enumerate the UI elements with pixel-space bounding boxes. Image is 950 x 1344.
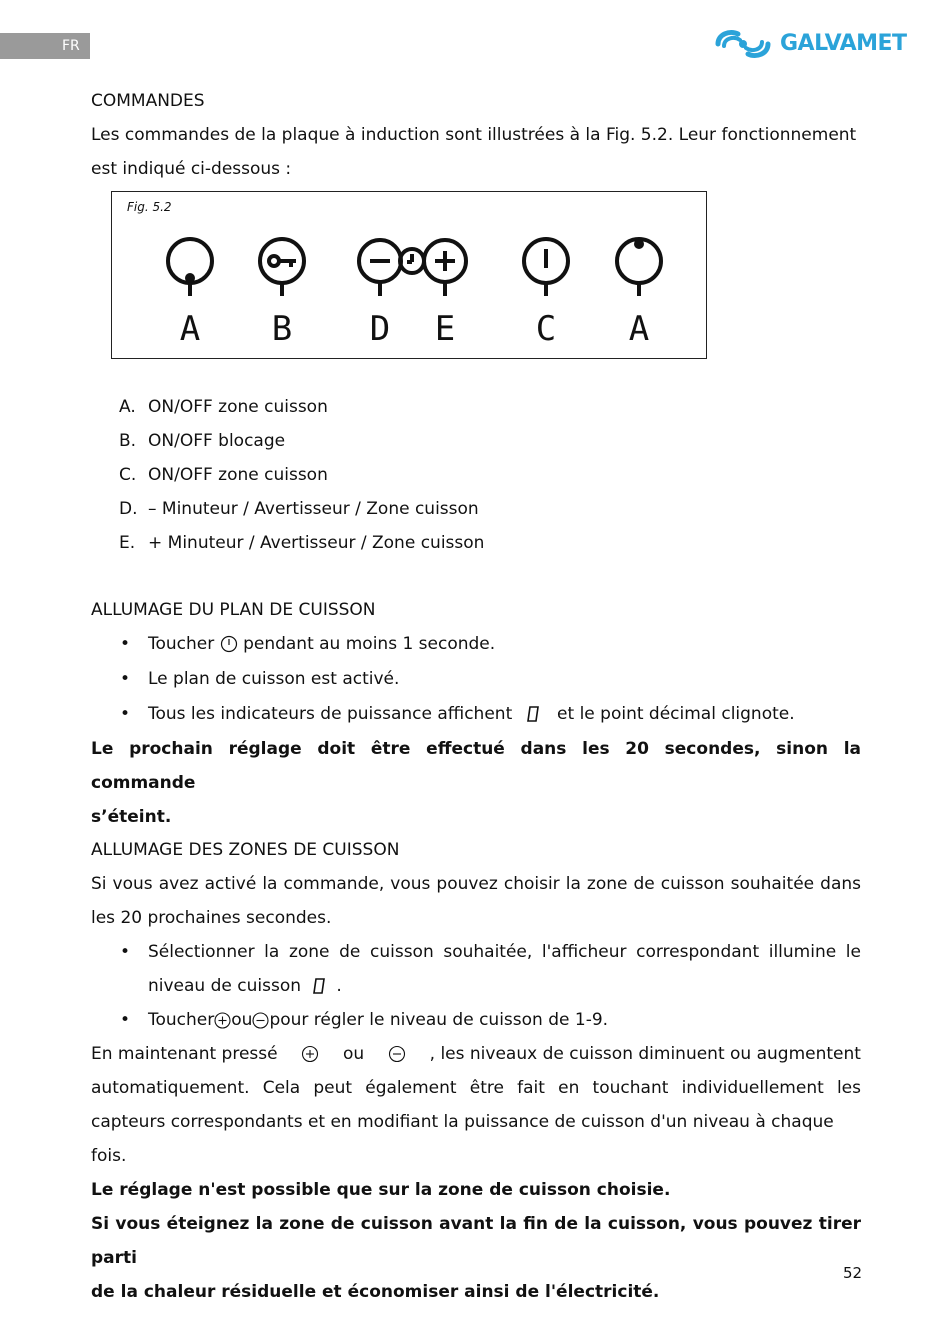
bullet-indicateurs: Tous les indicateurs de puissance affichent et le point décimal clignote. xyxy=(148,704,795,724)
brand-logo xyxy=(708,26,908,62)
bullet-toucher-power: Toucher pendant au moins 1 seconde. xyxy=(148,634,496,654)
onoff-zone-icon-right xyxy=(617,239,661,296)
intro-line-1: Les commandes de la plaque à induction sont illustrées à la Fig. 5.2. Leur fonctionnement xyxy=(91,125,857,145)
figure-letter: A xyxy=(628,309,650,349)
section-title-allumage-plan: ALLUMAGE DU PLAN DE CUISSON xyxy=(91,600,376,620)
bullet-selectionner: Sélectionner la zone de cuisson souhaitée, l'afficheur correspondant illumine le niveau de cuisson . xyxy=(148,942,861,996)
bullet-dot: • xyxy=(120,704,131,724)
legend-list xyxy=(119,390,484,560)
para2-line-2: automatiquement. Cela peut également être fait en touchant individuellement les xyxy=(91,1078,861,1098)
plus-icon xyxy=(301,1045,319,1063)
intro-line-2: est indiqué ci-dessous : xyxy=(91,159,292,179)
bullet-dot: • xyxy=(120,942,131,962)
figure-5-2 xyxy=(111,191,707,359)
minus-icon xyxy=(252,1012,269,1029)
bullet-dot: • xyxy=(120,1010,131,1030)
language-label: FR xyxy=(62,38,80,54)
minus-timer-plus-icons xyxy=(359,240,466,296)
onoff-zone-icon-left xyxy=(168,239,212,296)
figure-letter: D xyxy=(369,309,391,349)
para2-line-3: capteurs correspondants et en modifiant la puissance de cuisson d'un niveau à chaque fois. xyxy=(91,1112,834,1166)
bullet-toucher-plus-minus: Toucher ou pour régler le niveau de cuisson de 1-9. xyxy=(148,1010,609,1030)
bold-note-1: Le réglage n'est possible que sur la zone de cuisson choisie. xyxy=(91,1180,671,1200)
warning-line-1: Le prochain réglage doit être effectué dans les 20 secondes, sinon la commande xyxy=(91,739,861,793)
figure-letter: C xyxy=(535,309,557,349)
warning-line-2: s’éteint. xyxy=(91,807,172,827)
legend-item: D. – Minuteur / Avertisseur / Zone cuisson xyxy=(119,499,479,519)
figure-letter: A xyxy=(179,309,201,349)
page-number: 52 xyxy=(843,1264,863,1282)
legend-item: E. + Minuteur / Avertisseur / Zone cuisson xyxy=(119,533,485,553)
figure-letter: B xyxy=(271,309,293,349)
section-title-allumage-zones: ALLUMAGE DES ZONES DE CUISSON xyxy=(91,840,400,860)
plus-icon xyxy=(214,1012,231,1029)
para2-line-1: En maintenant pressé ou , les niveaux de cuisson diminuent ou augmentent xyxy=(91,1044,861,1064)
bullet-dot: • xyxy=(120,634,131,654)
minus-icon xyxy=(388,1045,406,1063)
section-title-commandes: COMMANDES xyxy=(91,91,205,111)
control-panel-diagram xyxy=(112,192,708,360)
para-line-2: les 20 prochaines secondes. xyxy=(91,908,332,928)
legend-item: B. ON/OFF blocage xyxy=(119,431,286,451)
bold-note-2-line-2: de la chaleur résiduelle et économiser ainsi de l'électricité. xyxy=(91,1282,660,1302)
power-icon xyxy=(220,635,238,653)
power-icon xyxy=(524,239,568,296)
figure-label: Fig. 5.2 xyxy=(127,200,172,214)
bold-note-2-line-1: Si vous éteignez la zone de cuisson avant la fin de la cuisson, vous pouvez tirer parti xyxy=(91,1214,861,1268)
digit-zero-icon xyxy=(518,704,552,724)
bullet-plan-active: Le plan de cuisson est activé. xyxy=(148,669,400,689)
bullet-dot: • xyxy=(120,669,131,689)
galvamet-logo-icon xyxy=(708,26,778,62)
brand-name: GALVAMET xyxy=(780,31,907,56)
para-line-1: Si vous avez activé la commande, vous pouvez choisir la zone de cuisson souhaitée dans xyxy=(91,874,861,894)
figure-letter: E xyxy=(434,309,456,349)
lock-icon xyxy=(260,239,304,296)
language-tab xyxy=(0,33,90,59)
legend-item: C. ON/OFF zone cuisson xyxy=(119,465,328,485)
digit-zero-icon xyxy=(306,976,336,996)
legend-item: A. ON/OFF zone cuisson xyxy=(119,397,328,417)
